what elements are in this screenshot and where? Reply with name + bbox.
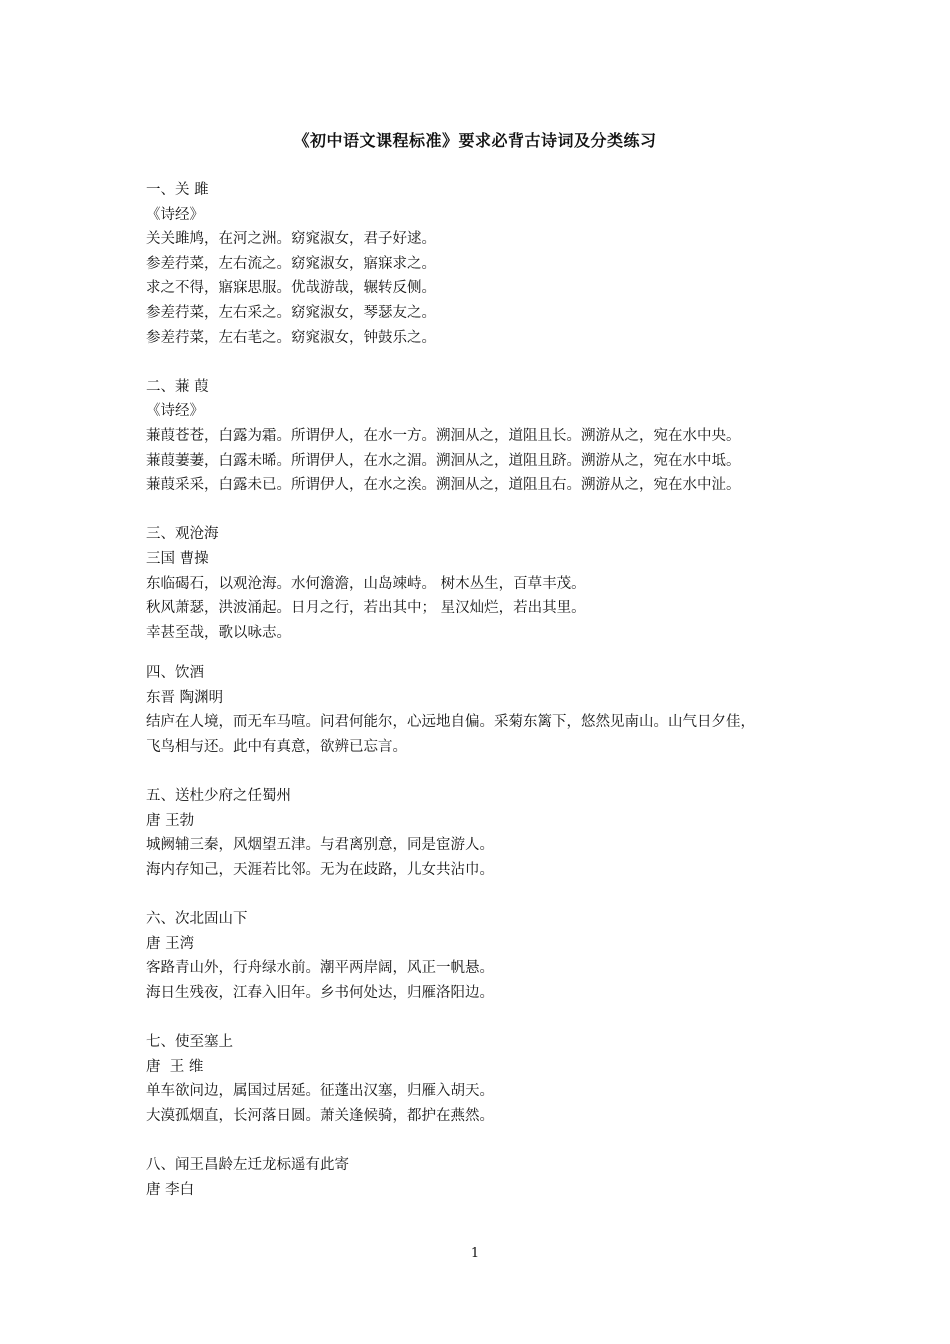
poem-author: 东晋 陶渊明 [146,689,224,706]
poem-author: 唐 王湾 [146,935,195,952]
poem-heading: 八、闻王昌龄左迁龙标遥有此寄 [146,1157,349,1174]
poem-line: 飞鸟相与还。此中有真意，欲辨已忘言。 [146,739,407,756]
poem-8 [146,1153,836,1202]
poem-line: 求之不得，寤寐思服。优哉游哉，辗转反侧。 [146,280,436,297]
poem-author: 唐 王 维 [146,1058,204,1075]
poem-line: 参差荇菜，左右采之。窈窕淑女，琴瑟友之。 [146,304,436,321]
poem-line: 城阙辅三秦，风烟望五津。与君离别意，同是宦游人。 [146,837,494,854]
poem-4 [146,661,836,759]
poem-line: 结庐在人境，而无车马喧。问君何能尔，心远地自偏。采菊东篱下，悠然见南山。山气日夕佳， [146,714,755,731]
poem-7 [146,1030,836,1128]
poem-heading: 四、饮酒 [146,665,204,682]
poem-line: 客路青山外，行舟绿水前。潮平两岸阔，风正一帆悬。 [146,960,494,977]
poem-author: 《诗经》 [146,206,204,223]
poem-line: 秋风萧瑟，洪波涌起。日月之行，若出其中； 星汉灿烂，若出其里。 [146,600,586,617]
poem-line: 大漠孤烟直，长河落日圆。萧关逢候骑，都护在燕然。 [146,1107,494,1124]
poem-6 [146,907,836,1005]
poem-list [146,178,836,1202]
poem-line: 海内存知己，天涯若比邻。无为在歧路，儿女共沾巾。 [146,862,494,879]
poem-line: 东临碣石，以观沧海。水何澹澹，山岛竦峙。 树木丛生，百草丰茂。 [146,575,586,592]
poem-heading: 二、蒹 葭 [146,378,209,395]
poem-line: 蒹葭苍苍，白露为霜。所谓伊人，在水一方。溯洄从之，道阻且长。溯游从之，宛在水中央。 [146,427,741,444]
poem-line: 参差荇菜，左右流之。窈窕淑女，寤寐求之。 [146,255,436,272]
document-title: 《初中语文课程标准》要求必背古诗词及分类练习 [293,131,657,150]
poem-2 [146,375,836,498]
poem-line: 海日生残夜，江春入旧年。乡书何处达，归雁洛阳边。 [146,985,494,1001]
poem-heading: 六、次北固山下 [146,911,248,928]
poem-heading: 五、送杜少府之任蜀州 [146,788,291,805]
poem-1 [146,178,836,350]
poem-line: 关关雎鸠，在河之洲。窈窕淑女，君子好逑。 [146,231,436,248]
poem-author: 《诗经》 [146,403,204,420]
poem-author: 唐 李白 [146,1181,195,1198]
poem-line: 蒹葭采采，白露未已。所谓伊人，在水之涘。溯洄从之，道阻且右。溯游从之，宛在水中沚。 [146,477,741,494]
poem-heading: 三、观沧海 [146,526,219,543]
poem-line: 蒹葭萋萋，白露未晞。所谓伊人，在水之湄。溯洄从之，道阻且跻。溯游从之，宛在水中坻。 [146,452,741,469]
poem-line: 幸甚至哉，歌以咏志。 [146,624,291,641]
poem-author: 唐 王勃 [146,812,195,829]
poem-line: 参差荇菜，左右芼之。窈窕淑女，钟鼓乐之。 [146,329,436,346]
poem-5 [146,784,836,882]
poem-heading: 一、关 雎 [146,182,209,198]
poem-3 [146,522,836,645]
page-number: 1 [470,1246,480,1261]
poem-line: 单车欲问边，属国过居延。征蓬出汉塞，归雁入胡天。 [146,1083,494,1100]
poem-heading: 七、使至塞上 [146,1034,233,1051]
poem-author: 三国 曹操 [146,550,209,567]
